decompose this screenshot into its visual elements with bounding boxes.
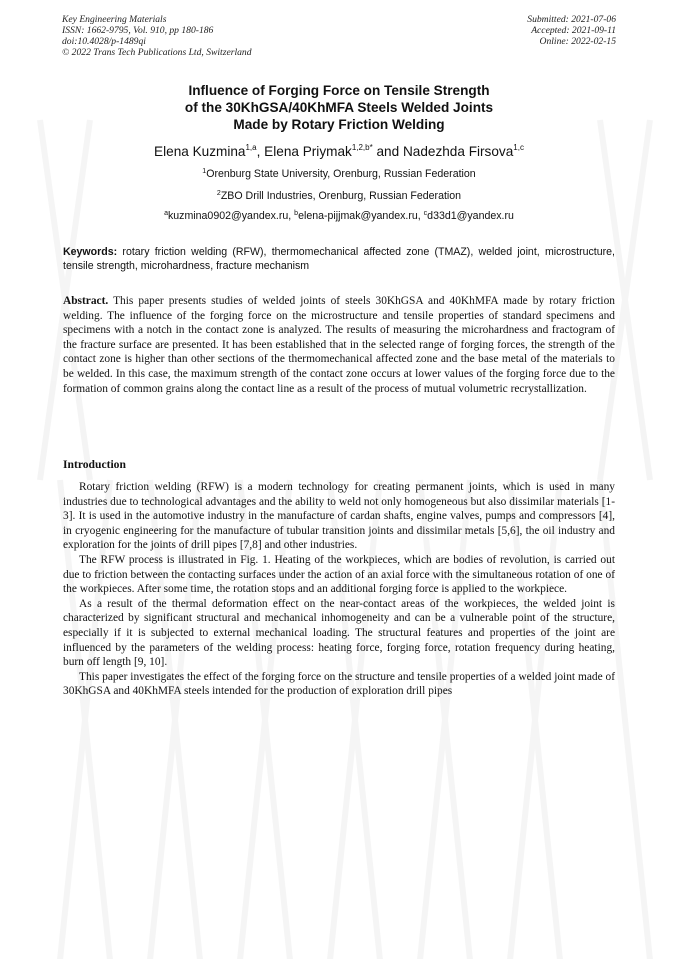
author-affiliation-mark: 1,a <box>245 143 257 152</box>
author-emails <box>40 210 638 223</box>
online-date: Online: 2022-02-15 <box>539 36 616 47</box>
abstract-text: This paper presents studies of welded joints of steels 30KhGSA and 40KhMFA made by rotary friction welding. The influence of the forging force on the microstructure and tensile properties of standard specimens and specimens with a notch in the contact zone is analyzed. The results of measuring the microhardness and fractogram of the fracture surface are presented. It has been established that in the selected range of forging forces, the strength of the contact zone is higher than other sections of the thermomechanical affected zone and the base metal of the materials to be welded. In this case, the maximum strength of the contact zone occurs at lower values of the forging force due to the formation of common grains along the contact line as a result of the process of mutual volumetric recrystallization. <box>63 295 615 395</box>
keywords-text: rotary friction welding (RFW), thermomechanical affected zone (TMAZ), welded joint, microstructure, tensile strength, microhardness, fracture mechanism <box>63 246 615 272</box>
email-link[interactable]: kuzmina0902@yandex.ru <box>167 210 289 222</box>
email-mark: a <box>164 210 168 217</box>
copyright: © 2022 Trans Tech Publications Ltd, Switzerland <box>62 47 252 58</box>
journal-header <box>62 14 252 58</box>
author-separator: , <box>256 144 265 159</box>
affiliation-text: Orenburg State University, Orenburg, Russian Federation <box>206 168 476 180</box>
email-separator: , <box>288 210 295 222</box>
author-name: Elena Priymak <box>264 144 352 159</box>
email-link[interactable]: d33d1@yandex.ru <box>427 210 514 222</box>
author-name: Nadezhda Firsova <box>402 144 514 159</box>
email-mark: c <box>423 210 428 217</box>
introduction-body <box>63 480 615 699</box>
paragraph: Rotary friction welding (RFW) is a modern technology for creating permanent joints, which is used in many industries due to technological advantages and the ability to weld not only homogeneous but also dissimilar materials [1-3]. It is used in the automotive industry in the manufacture of cardan shafts, engine valves, pumps and compressors [4], in cryogenic engineering for the manufacture of tubular transition joints and dissimilar metals [5,6], the oil industry and exploration for the joints of drill pipes [7,8] and other industries. <box>63 481 615 552</box>
author-list <box>40 143 638 160</box>
affiliation-mark: 1 <box>202 168 207 175</box>
submitted-date: Submitted: 2021-07-06 <box>527 14 616 25</box>
abstract <box>63 294 615 396</box>
paragraph: The RFW process is illustrated in Fig. 1. Heating of the workpieces, which are bodies of revolution, is carried out due to friction between the contacting surfaces under the action of an axial force with the simultaneous rotation of one of the workpieces. After some time, the rotation stops and an additional forging force is applied to the workpiece. <box>63 553 615 596</box>
title-line: Influence of Forging Force on Tensile Strength <box>188 83 490 98</box>
email-separator: , <box>417 210 424 222</box>
affiliation <box>40 168 638 181</box>
affiliation <box>40 190 638 203</box>
accepted-date: Accepted: 2021-09-11 <box>531 25 616 36</box>
paper-title <box>40 82 638 133</box>
email-mark: b <box>294 210 299 217</box>
doi: doi:10.4028/p-1489qi <box>62 36 146 47</box>
issn: ISSN: 1662-9795, Vol. 910, pp 180-186 <box>62 25 214 36</box>
keywords <box>63 246 615 273</box>
author-name: Elena Kuzmina <box>154 144 246 159</box>
author-affiliation-mark: 1,2,b* <box>351 143 373 152</box>
journal-name: Key Engineering Materials <box>62 14 167 25</box>
author-affiliation-mark: 1,c <box>513 143 524 152</box>
author-separator: and <box>372 144 403 159</box>
abstract-label: Abstract. <box>63 295 109 307</box>
title-line: of the 30KhGSA/40KhMFA Steels Welded Joints <box>184 100 494 115</box>
dates-header <box>527 14 616 47</box>
title-line: Made by Rotary Friction Welding <box>233 117 445 132</box>
affiliation-text: ZBO Drill Industries, Orenburg, Russian Federation <box>220 190 462 202</box>
section-heading-introduction: Introduction <box>63 458 126 471</box>
affiliation-mark: 2 <box>216 190 221 197</box>
email-link[interactable]: elena-pijjmak@yandex.ru <box>298 210 418 222</box>
paragraph: This paper investigates the effect of the forging force on the structure and tensile properties of a welded joint made of 30KhGSA and 40KhMFA steels intended for the production of exploration drill pipes <box>63 670 615 698</box>
keywords-label: Keywords: <box>63 246 118 258</box>
paragraph: As a result of the thermal deformation effect on the near-contact areas of the workpieces, the welded joint is characterized by significant structural and mechanical inhomogeneity and can be a vulnerable point of the structure, especially if it is subjected to external mechanical loading. The structural features and properties of the joint are influenced by the parameters of the welding process: heating force, forging force, rotation frequency during heating, burn off length [9, 10]. <box>63 597 615 669</box>
